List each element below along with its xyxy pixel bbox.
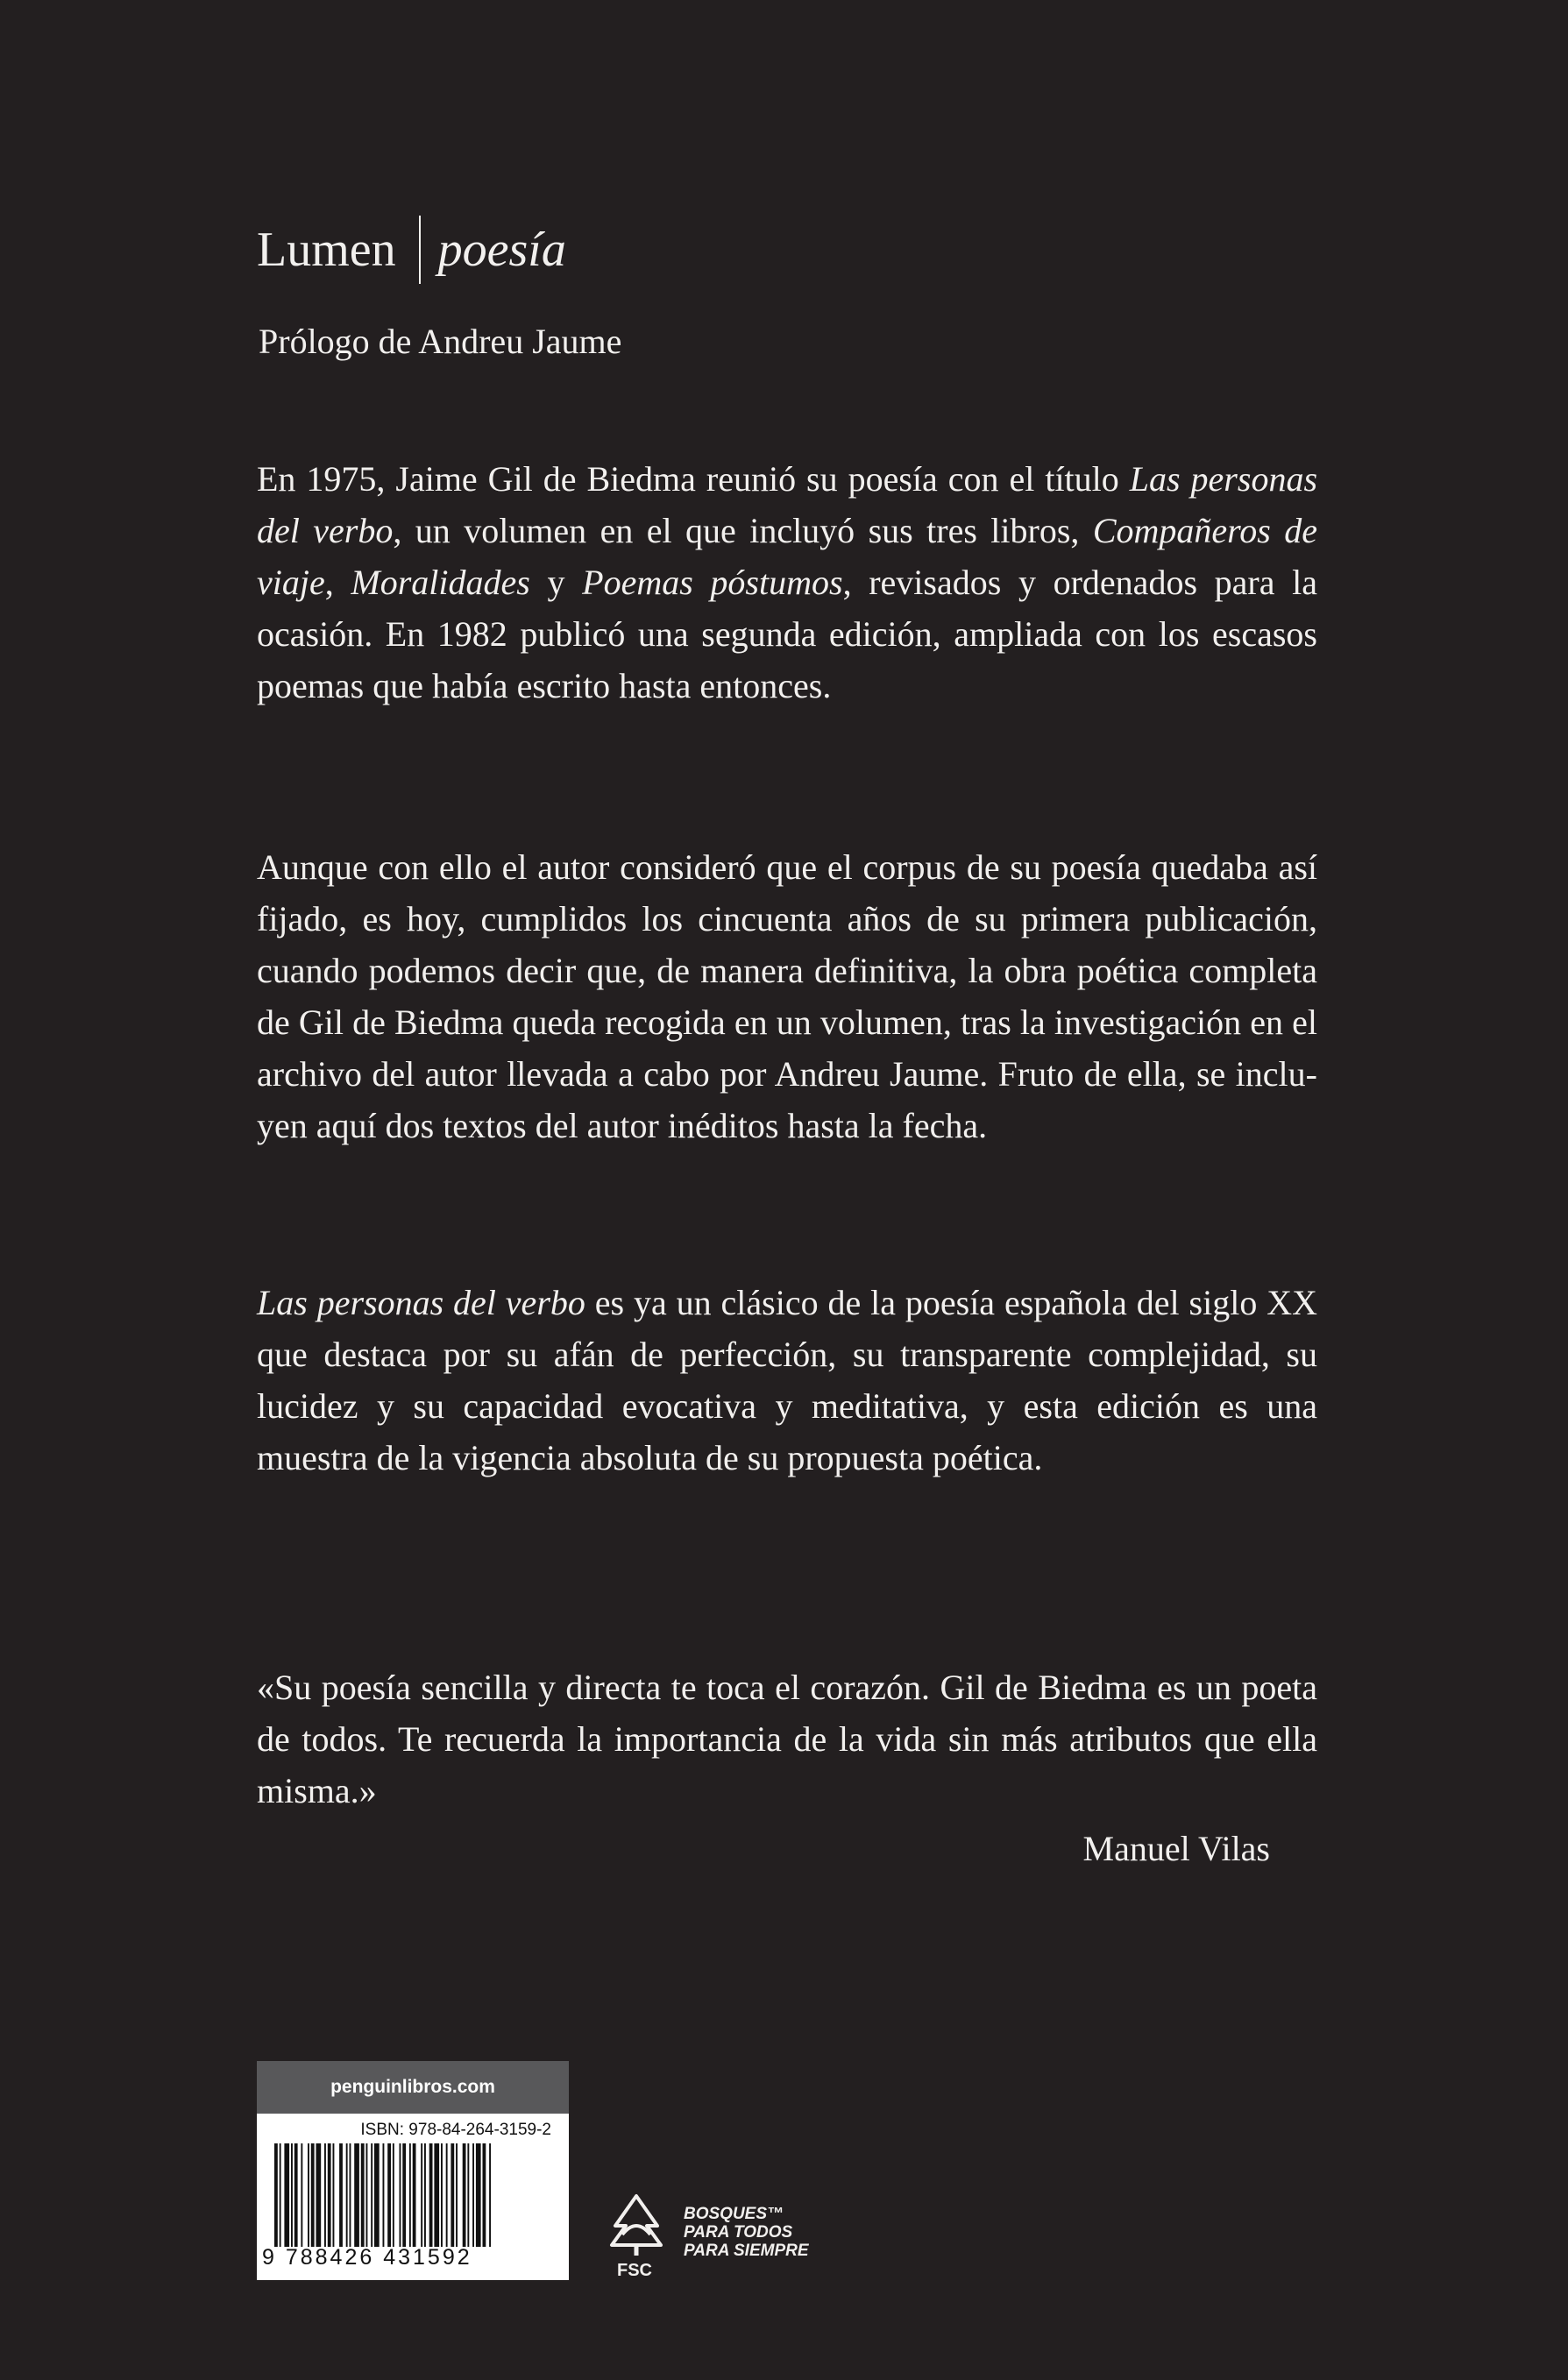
imprint-divider	[419, 216, 421, 284]
slogan-line: PARA SIEMPRE	[684, 2242, 809, 2260]
slogan-line: BOSQUES™	[684, 2205, 784, 2223]
text-run: ,	[324, 563, 351, 602]
blurb-paragraph-3	[257, 1277, 1317, 1484]
text-run: , revisados y ordenados para la ocasión. En 1982 publicó una segunda edición, ampliada con los escasos poemas que había escrito hasta entonces.	[257, 563, 1318, 705]
quote-author: Manuel Vilas	[1082, 1829, 1270, 1868]
review-quote: «Su poesía sencilla y directa te toca el corazón. Gil de Biedma es un poeta de todos. Te recuerda la importancia de la vida sin más atributos que ella misma.»	[257, 1668, 1317, 1810]
paragraph-text: Aunque con ello el autor consideró que el corpus de su poesía quedaba así fijado, es hoy, cumplidos los cincuenta años de su primera publicación, cuando podemos decir que, de manera definitiva, la obra poética completa de Gil de Biedma queda recogida en un volumen, tras la investigación en el archivo del autor llevada a cabo por Andreu Jaume. Fruto de ella, se incluyen aquí dos textos del autor inéditos hasta la fecha.	[257, 847, 1317, 1145]
blurb-paragraph-2	[257, 841, 1317, 1151]
isbn-label: ISBN: 978-84-264-3159-2	[360, 2121, 551, 2139]
text-run: En 1975, Jaime Gil de Biedma reunió su poesía con el título	[257, 459, 1130, 499]
book-title: Poemas póstumos	[582, 563, 843, 602]
publisher-website: penguinlibros.com	[257, 2061, 569, 2114]
book-title: Las personas del verbo	[257, 1283, 585, 1322]
book-title: Compañeros de viaje	[257, 511, 1317, 602]
fsc-logo	[605, 2191, 833, 2287]
blurb-paragraph-1	[257, 453, 1317, 712]
slogan-line: PARA TODOS	[684, 2223, 793, 2242]
fsc-slogan	[684, 2205, 809, 2260]
fsc-label: FSC	[617, 2261, 652, 2280]
text-run: , un volumen en el que incluyó sus tres libros,	[393, 511, 1093, 550]
barcode-digits: 9 788426 431592	[262, 2245, 472, 2270]
isbn-barcode-block	[257, 2061, 569, 2280]
publisher-imprint	[257, 215, 566, 285]
barcode-icon	[274, 2143, 551, 2257]
text-run: es ya un clásico de la poesía española del siglo XX que destaca por su afán de perfección, su transparente complejidad, su lucidez y su capacidad evocativa y meditativa, y esta edición es una muestra de la vigencia absoluta de su propuesta poética.	[257, 1283, 1317, 1477]
publisher-name: Lumen	[257, 223, 396, 277]
text-run: y	[529, 563, 583, 602]
book-title: Las personas del verbo	[257, 459, 1318, 550]
prologue-credit: Prólogo de Andreu Jaume	[259, 322, 622, 361]
collection-name: poesía	[437, 223, 566, 277]
book-title: Moralidades	[351, 563, 530, 602]
